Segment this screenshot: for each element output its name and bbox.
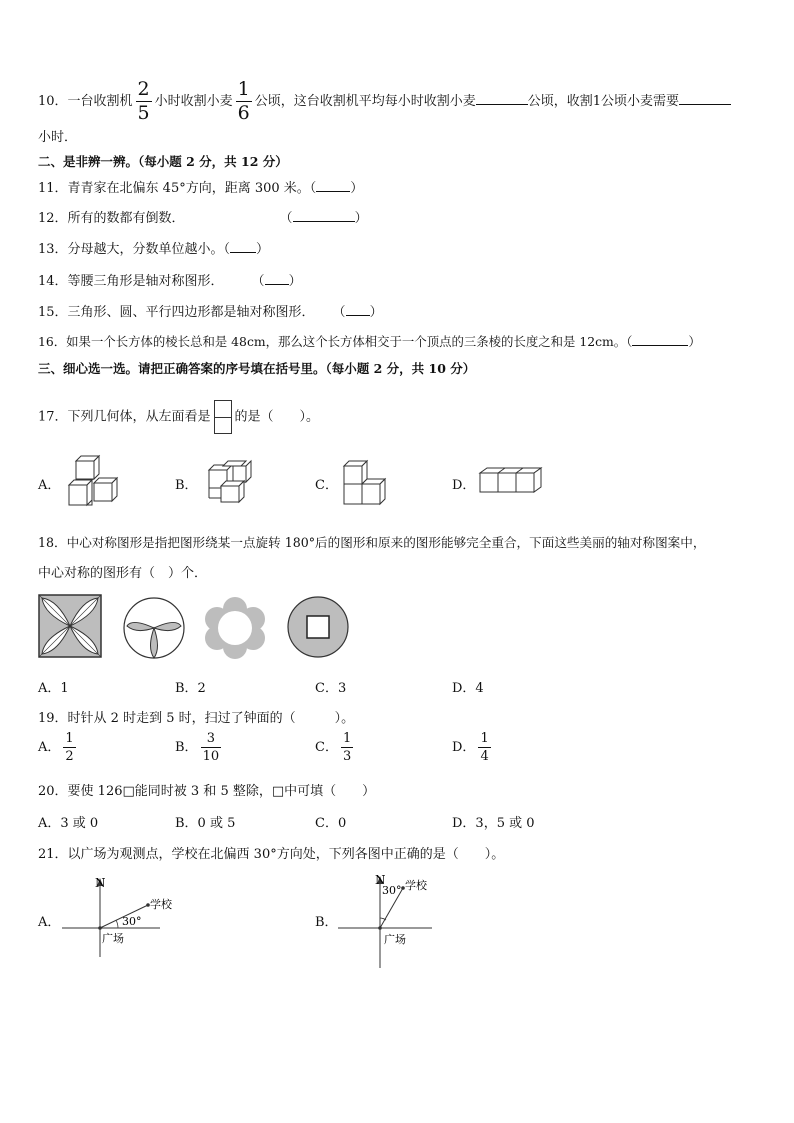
pattern-circle-three-petals [122, 596, 186, 660]
q17-option-a[interactable]: A． [38, 478, 61, 493]
q10-fraction-hectares: $\frac{1}{6}$ [237, 78, 250, 124]
q20-option-b[interactable]: B．0 或 5 [175, 816, 236, 831]
q10-fraction-hours: $\frac{2}{5}$ [137, 78, 150, 124]
diagram-a-north-label: N [95, 876, 106, 890]
diagram-a-square-label: 广场 [102, 932, 124, 945]
question-14: 14．等腰三角形是轴对称图形． （ ） [38, 270, 302, 289]
cube-figure-c [340, 458, 395, 508]
question-20: 20．要使 126□能同时被 3 和 5 整除，□中可填（ ） [38, 784, 376, 799]
q13-answer-blank[interactable] [230, 239, 256, 253]
q21-option-b[interactable]: B． [315, 915, 338, 930]
q15-answer-blank[interactable] [346, 302, 370, 316]
question-18-line-1: 18．中心对称图形是指把图形绕某一点旋转 180°后的图形和原来的图形能够完全重合，下面这些美丽的轴对称图案中， [38, 535, 706, 550]
q10-answer-blank-2[interactable] [679, 91, 731, 105]
q18-option-c[interactable]: C．3 [315, 681, 347, 696]
q11-answer-blank[interactable] [316, 178, 350, 192]
question-11: 11．青青家在北偏东 45°方向，距离 300 米。（ ） [38, 177, 363, 196]
section-2-heading: 二、是非辨一辨。（每小题 2 分，共 12 分） [38, 154, 288, 169]
q19-option-b[interactable]: B． $\frac{3}{10}$ [175, 731, 220, 764]
q10-text-2: 小时收割小麦 [154, 94, 233, 109]
diagram-b-square-label: 广场 [384, 933, 406, 946]
cube-figure-b [203, 460, 263, 505]
q17-option-d[interactable]: D． [452, 478, 476, 493]
q10-text-5: 小时． [38, 130, 78, 145]
q17-option-b[interactable]: B． [175, 478, 198, 493]
question-13: 13．分母越大，分数单位越小。（ ） [38, 238, 269, 257]
q10-text-1: 10．一台收割机 [38, 94, 133, 109]
q14-answer-blank[interactable] [265, 271, 289, 285]
q20-option-c[interactable]: C．0 [315, 816, 347, 831]
direction-diagram-b [336, 866, 456, 971]
pattern-square-petals [38, 594, 102, 658]
q21-option-a[interactable]: A． [38, 915, 61, 930]
q18-option-d[interactable]: D．4 [452, 681, 484, 696]
cube-figure-d [478, 466, 548, 496]
direction-diagram-a [60, 872, 180, 962]
question-15: 15．三角形、圆、平行四边形都是轴对称图形． （ ） [38, 301, 383, 320]
question-19: 19．时针从 2 时走到 5 时，扫过了钟面的（ ）。 [38, 711, 355, 726]
diagram-a-school-label: 学校 [150, 898, 172, 911]
q16-answer-blank[interactable] [632, 332, 688, 346]
diagram-b-north-label: N [375, 873, 386, 887]
pattern-coin [286, 595, 350, 659]
diagram-b-school-label: 学校 [405, 879, 427, 892]
question-16: 16．如果一个长方体的棱长总和是 48cm，那么这个长方体相交于一个顶点的三条棱的长度之和是 12cm。（ ） [38, 334, 701, 349]
section-3-heading: 三、细心选一选。请把正确答案的序号填在括号里。（每小题 2 分，共 10 分） [38, 361, 476, 376]
q17-option-c[interactable]: C． [315, 478, 338, 493]
q18-option-a[interactable]: A．1 [38, 681, 69, 696]
question-21: 21．以广场为观测点，学校在北偏西 30°方向处，下列各图中正确的是（ ）。 [38, 847, 505, 862]
q19-option-c[interactable]: C． $\frac{1}{3}$ [315, 731, 352, 764]
q10-answer-blank-1[interactable] [476, 91, 528, 105]
cube-figure-a [64, 455, 124, 510]
q18-option-b[interactable]: B．2 [175, 681, 206, 696]
q10-text-3: 公顷，这台收割机平均每小时收割小麦 [254, 94, 476, 109]
q19-option-a[interactable]: A． $\frac{1}{2}$ [38, 731, 74, 764]
q20-option-a[interactable]: A．3 或 0 [38, 816, 99, 831]
q10-text-4: 公顷，收割1公顷小麦需要 [527, 94, 680, 109]
q20-option-d[interactable]: D．3，5 或 0 [452, 816, 535, 831]
question-12: 12．所有的数都有倒数． （ ） [38, 207, 368, 226]
diagram-b-angle-label: 30° [382, 884, 402, 897]
diagram-a-angle-label: 30° [122, 915, 142, 928]
question-10 [38, 80, 731, 123]
q12-answer-blank[interactable] [293, 208, 355, 222]
q19-option-d[interactable]: D． $\frac{1}{4}$ [452, 731, 489, 764]
left-view-icon [214, 400, 232, 434]
question-18-line-2: 中心对称的图形有（ ）个． [38, 566, 208, 581]
question-17: 17．下列几何体，从左面看是 的是（ ）。 [38, 400, 319, 434]
pattern-flower-ring [202, 596, 268, 660]
